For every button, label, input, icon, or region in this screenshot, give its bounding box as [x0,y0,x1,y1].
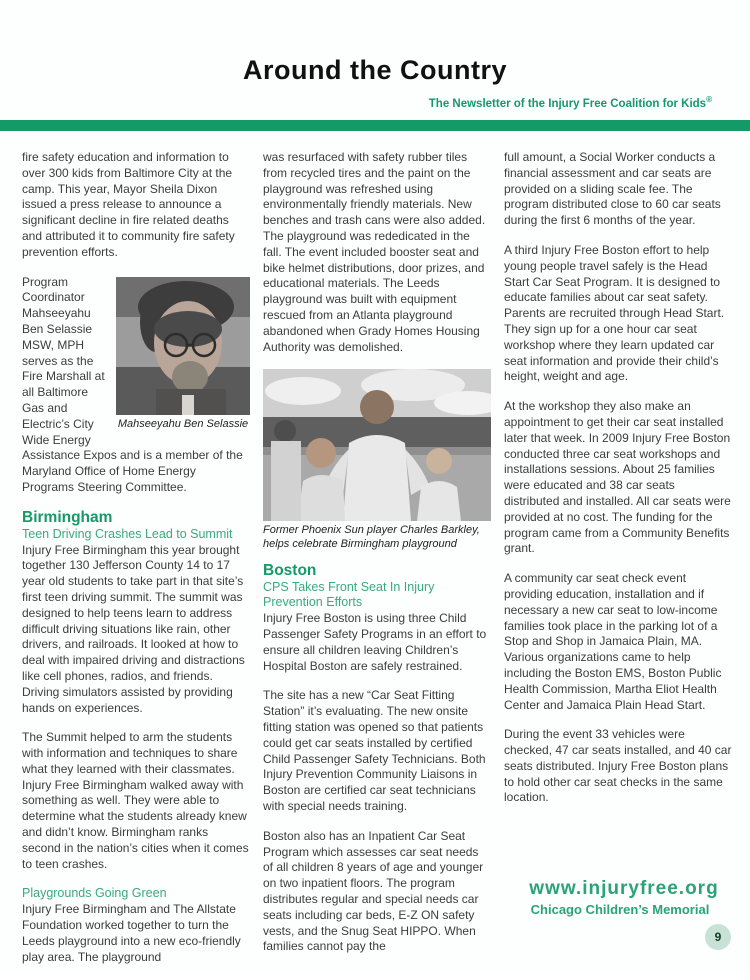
paragraph-program-coordinator: Program Coordinator Mahseeyahu Ben Selassie MSW, MPH serves as the Fire Marshall at all Baltimore Gas and Electric’s City Wide Energy Assistance Expos and is a member of the Maryland Office of Home Energy Programs Steering Committee. [22,274,243,494]
section-heading-boston: Boston [263,562,317,580]
page-title: Around the Country [243,55,507,85]
paragraph-boston-2: The site has a new “Car Seat Fitting Station” it’s evaluating. The new onsite fitting station was opened so that patients could get car seats installed by certified Child Passenger Safety Technicians. Both Injury Prevention Community Liaisons in Boston are certified car seat technicians with special needs training. [263,688,486,813]
article-columns [22,150,732,980]
column-boston-continued [504,150,732,980]
registered-mark: ® [706,95,712,104]
paragraph-teen-summit-2: The Summit helped to arm the students with information and techniques to share what they learned with their classmates. Injury Free Birmingham walked away with something as well. They were able to determine what the students already knew and didn’t know. Birmingham ranks second in the nation’s cities when it comes to teen crashes. [22,730,249,871]
program-coordinator-block [22,275,250,496]
tagline-text: The Newsletter of the Injury Free Coalition for Kids [428,97,707,110]
page-number-badge: 9 [705,924,731,950]
paragraph-teen-summit-1: Injury Free Birmingham this year brought together 130 Jefferson County 14 to 17 year old students to take part in that site’s first teen driving summit. The summit was designed to help teens learn to address difficult driving situations like rain, other drivers, and railroads. It looked at how to deal with impaired driving and distractions like cell phones, radios, and friends. Driving simulators assisted by providing hands on experiences. [22,542,245,715]
injuryfree-url[interactable]: www.injuryfree.org [529,878,719,899]
paragraph-playgrounds: Injury Free Birmingham and The Allstate Foundation worked together to turn the Leeds playground into a new eco-friendly play area. The playground [22,902,241,964]
section-subheading-cps: CPS Takes Front Seat In Injury Prevention Efforts [263,580,435,610]
paragraph-resurfaced: was resurfaced with safety rubber tiles from recycled tires and the paint on the playground was refreshed using environmentally friendly materials. New benches and trash cans were also added. The playground was rededicated in the fall. The event included booster seat and bike helmet distributions, door prizes, and educational materials. The Leeds playground was built with equipment rescued from an Atlanta playground abandoned when Grady Homes Housing Authority was demolished. [263,150,486,354]
paragraph-community-check: A community car seat check event providing education, installation and if necessary a new car seat to low-income families took place in the parking lot of a Stop and Shop in Jamaica Plain, MA. Various organizations came to help including the Boston EMS, Boston Public Health Commission, Martha Eliot Health Center and Jamaica Plain Head Start. [504,571,722,712]
page-header [0,0,750,150]
section-subheading-playgrounds: Playgrounds Going Green [22,886,167,901]
column-baltimore-birmingham [22,150,250,980]
paragraph-boston-3: Boston also has an Inpatient Car Seat Program which assesses car seat needs of all children 8 years of age and younger on two inpatient floors. The program distributes regular and special needs car seats including car beds, E-Z ON safety vests, and the Snug Seat HIPPO. When families cannot pay the [263,828,484,954]
newsletter-tagline [429,95,712,110]
paragraph-workshop: At the workshop they also make an appointment to get their car seat installed later that week. In 2009 Injury Free Boston conducted three car seat workshops and installations sessions. About 25 families were educated and 38 car seats distributed and installed. All car seats were provided at no cost. The funding for the program came from a Community Benefits grant. [504,399,731,556]
portrait-figure [116,277,250,432]
section-heading-birmingham: Birmingham [22,508,113,526]
group-photo-caption: Former Phoenix Sun player Charles Barkley, helps celebrate Birmingham playground [263,524,480,550]
paragraph-head-start: A third Injury Free Boston effort to help young people travel safely is the Head Start Car Seat Program. It is designed to educate families about car seat safety. Parents are recruited through Head Start. They sign up for a one hour car seat workshop where they learn updated car seat information and provide their child’s height, weight and age. [504,242,725,384]
section-subheading-teen-driving: Teen Driving Crashes Lead to Summit [22,526,233,541]
paragraph-sliding-scale: full amount, a Social Worker conducts a financial assessment and car seats are provided on a sliding scale fee. The program distributed close to 60 car seats during the first 6 months of the year. [504,150,721,228]
header-divider-bar [0,120,750,131]
portrait-caption: Mahseeyahu Ben Selassie [117,417,249,430]
group-figure [263,369,491,551]
column-leeds-boston [263,150,491,980]
paragraph-event-stats: During the event 33 vehicles were checked, 47 car seats installed, and 40 car seats distributed. Injury Free Boston plans to hold other car seat checks in the same location. [504,727,732,805]
chicago-childrens-memorial-label: Chicago Children’s Memorial [530,902,710,917]
paragraph-fire-safety: fire safety education and information to over 300 kids from Baltimore City at the camp. This year, Mayor Sheila Dixon issued a press release to announce a significant decline in fire related deaths and attributed it to community fire safety prevention efforts. [22,150,235,259]
mahseeyahu-ben-selassie-photo [116,277,250,415]
charles-barkley-playground-photo [263,369,491,521]
paragraph-boston-1: Injury Free Boston is using three Child Passenger Safety Programs in an effort to ensure all children leaving Children’s Hospital Boston are safely restrained. [263,611,487,673]
